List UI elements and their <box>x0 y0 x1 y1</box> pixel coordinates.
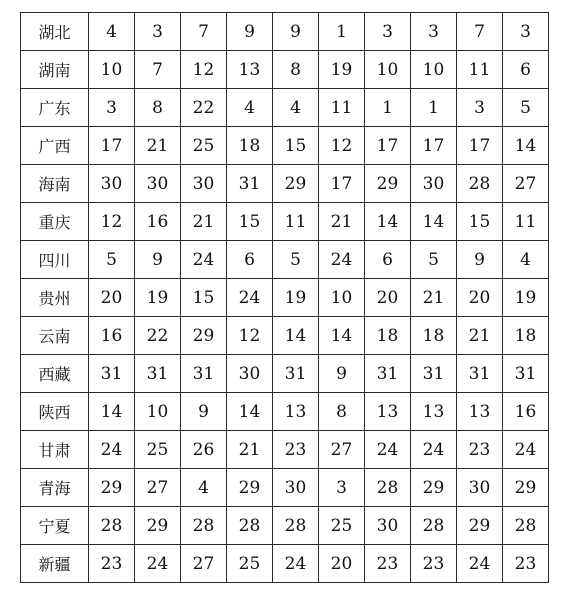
value-cell: 22 <box>181 89 227 127</box>
value-cell: 13 <box>411 393 457 431</box>
value-cell: 21 <box>411 279 457 317</box>
value-cell: 19 <box>503 279 549 317</box>
value-cell: 15 <box>227 203 273 241</box>
value-cell: 18 <box>227 127 273 165</box>
value-cell: 5 <box>411 241 457 279</box>
value-cell: 24 <box>273 545 319 583</box>
value-cell: 17 <box>89 127 135 165</box>
value-cell: 14 <box>365 203 411 241</box>
table-row <box>21 469 549 507</box>
value-cell: 25 <box>135 431 181 469</box>
value-cell: 4 <box>227 89 273 127</box>
value-cell: 16 <box>503 393 549 431</box>
value-cell: 4 <box>89 13 135 51</box>
value-cell: 31 <box>181 355 227 393</box>
province-cell: 湖北 <box>21 13 89 51</box>
value-cell: 9 <box>319 355 365 393</box>
value-cell: 23 <box>89 545 135 583</box>
value-cell: 7 <box>181 13 227 51</box>
value-cell: 8 <box>319 393 365 431</box>
province-cell: 新疆 <box>21 545 89 583</box>
value-cell: 14 <box>273 317 319 355</box>
value-cell: 31 <box>503 355 549 393</box>
value-cell: 24 <box>181 241 227 279</box>
value-cell: 23 <box>457 431 503 469</box>
value-cell: 22 <box>135 317 181 355</box>
value-cell: 21 <box>135 127 181 165</box>
value-cell: 30 <box>135 165 181 203</box>
value-cell: 13 <box>457 393 503 431</box>
value-cell: 13 <box>365 393 411 431</box>
value-cell: 29 <box>227 469 273 507</box>
value-cell: 9 <box>135 241 181 279</box>
value-cell: 1 <box>411 89 457 127</box>
value-cell: 28 <box>457 165 503 203</box>
value-cell: 30 <box>227 355 273 393</box>
value-cell: 5 <box>89 241 135 279</box>
value-cell: 21 <box>457 317 503 355</box>
value-cell: 1 <box>319 13 365 51</box>
value-cell: 12 <box>319 127 365 165</box>
table-row <box>21 241 549 279</box>
province-cell: 宁夏 <box>21 507 89 545</box>
value-cell: 25 <box>227 545 273 583</box>
value-cell: 8 <box>273 51 319 89</box>
value-cell: 13 <box>273 393 319 431</box>
value-cell: 30 <box>411 165 457 203</box>
value-cell: 28 <box>503 507 549 545</box>
value-cell: 11 <box>503 203 549 241</box>
value-cell: 14 <box>319 317 365 355</box>
value-cell: 10 <box>365 51 411 89</box>
value-cell: 23 <box>411 545 457 583</box>
value-cell: 15 <box>181 279 227 317</box>
province-cell: 湖南 <box>21 51 89 89</box>
value-cell: 14 <box>503 127 549 165</box>
table-row <box>21 165 549 203</box>
value-cell: 30 <box>273 469 319 507</box>
table-row <box>21 127 549 165</box>
value-cell: 9 <box>181 393 227 431</box>
table-row <box>21 89 549 127</box>
value-cell: 11 <box>457 51 503 89</box>
value-cell: 3 <box>89 89 135 127</box>
value-cell: 21 <box>319 203 365 241</box>
value-cell: 9 <box>273 13 319 51</box>
value-cell: 4 <box>181 469 227 507</box>
value-cell: 29 <box>273 165 319 203</box>
province-cell: 陕西 <box>21 393 89 431</box>
value-cell: 17 <box>457 127 503 165</box>
value-cell: 29 <box>365 165 411 203</box>
value-cell: 28 <box>411 507 457 545</box>
value-cell: 10 <box>89 51 135 89</box>
value-cell: 26 <box>181 431 227 469</box>
table-row <box>21 51 549 89</box>
value-cell: 30 <box>457 469 503 507</box>
value-cell: 30 <box>89 165 135 203</box>
table-row <box>21 393 549 431</box>
value-cell: 28 <box>227 507 273 545</box>
value-cell: 29 <box>135 507 181 545</box>
value-cell: 25 <box>319 507 365 545</box>
value-cell: 29 <box>411 469 457 507</box>
province-cell: 贵州 <box>21 279 89 317</box>
value-cell: 7 <box>457 13 503 51</box>
value-cell: 19 <box>319 51 365 89</box>
province-cell: 青海 <box>21 469 89 507</box>
value-cell: 10 <box>319 279 365 317</box>
value-cell: 27 <box>319 431 365 469</box>
value-cell: 6 <box>503 51 549 89</box>
value-cell: 3 <box>503 13 549 51</box>
value-cell: 9 <box>227 13 273 51</box>
value-cell: 12 <box>181 51 227 89</box>
value-cell: 24 <box>457 545 503 583</box>
value-cell: 24 <box>227 279 273 317</box>
value-cell: 5 <box>503 89 549 127</box>
value-cell: 28 <box>273 507 319 545</box>
value-cell: 17 <box>319 165 365 203</box>
value-cell: 25 <box>181 127 227 165</box>
value-cell: 30 <box>181 165 227 203</box>
value-cell: 17 <box>411 127 457 165</box>
data-table <box>20 12 549 583</box>
province-cell: 四川 <box>21 241 89 279</box>
value-cell: 31 <box>227 165 273 203</box>
value-cell: 3 <box>365 13 411 51</box>
table-row <box>21 13 549 51</box>
table-row <box>21 279 549 317</box>
value-cell: 31 <box>411 355 457 393</box>
value-cell: 18 <box>503 317 549 355</box>
value-cell: 24 <box>365 431 411 469</box>
value-cell: 11 <box>319 89 365 127</box>
table-row <box>21 203 549 241</box>
value-cell: 14 <box>411 203 457 241</box>
value-cell: 30 <box>365 507 411 545</box>
value-cell: 9 <box>457 241 503 279</box>
value-cell: 24 <box>503 431 549 469</box>
value-cell: 5 <box>273 241 319 279</box>
value-cell: 29 <box>89 469 135 507</box>
value-cell: 23 <box>273 431 319 469</box>
value-cell: 3 <box>319 469 365 507</box>
table-row <box>21 431 549 469</box>
value-cell: 20 <box>89 279 135 317</box>
value-cell: 19 <box>135 279 181 317</box>
value-cell: 27 <box>135 469 181 507</box>
value-cell: 12 <box>227 317 273 355</box>
value-cell: 20 <box>365 279 411 317</box>
value-cell: 18 <box>365 317 411 355</box>
value-cell: 21 <box>227 431 273 469</box>
value-cell: 21 <box>181 203 227 241</box>
value-cell: 15 <box>273 127 319 165</box>
table-row <box>21 317 549 355</box>
value-cell: 28 <box>89 507 135 545</box>
province-cell: 西藏 <box>21 355 89 393</box>
value-cell: 13 <box>227 51 273 89</box>
value-cell: 24 <box>319 241 365 279</box>
value-cell: 10 <box>135 393 181 431</box>
province-cell: 广东 <box>21 89 89 127</box>
value-cell: 27 <box>181 545 227 583</box>
value-cell: 1 <box>365 89 411 127</box>
value-cell: 10 <box>411 51 457 89</box>
table-container <box>20 12 549 583</box>
value-cell: 29 <box>457 507 503 545</box>
value-cell: 16 <box>89 317 135 355</box>
value-cell: 3 <box>135 13 181 51</box>
value-cell: 31 <box>135 355 181 393</box>
province-cell: 广西 <box>21 127 89 165</box>
value-cell: 20 <box>457 279 503 317</box>
value-cell: 3 <box>411 13 457 51</box>
value-cell: 3 <box>457 89 503 127</box>
value-cell: 16 <box>135 203 181 241</box>
value-cell: 29 <box>181 317 227 355</box>
value-cell: 24 <box>411 431 457 469</box>
table-row <box>21 355 549 393</box>
province-cell: 海南 <box>21 165 89 203</box>
value-cell: 18 <box>411 317 457 355</box>
value-cell: 29 <box>503 469 549 507</box>
value-cell: 20 <box>319 545 365 583</box>
value-cell: 19 <box>273 279 319 317</box>
value-cell: 15 <box>457 203 503 241</box>
value-cell: 28 <box>181 507 227 545</box>
table-row <box>21 507 549 545</box>
province-cell: 甘肃 <box>21 431 89 469</box>
value-cell: 23 <box>503 545 549 583</box>
value-cell: 31 <box>89 355 135 393</box>
table-body <box>21 13 549 583</box>
value-cell: 7 <box>135 51 181 89</box>
province-cell: 云南 <box>21 317 89 355</box>
value-cell: 12 <box>89 203 135 241</box>
value-cell: 31 <box>365 355 411 393</box>
value-cell: 6 <box>227 241 273 279</box>
value-cell: 23 <box>365 545 411 583</box>
table-row <box>21 545 549 583</box>
value-cell: 4 <box>273 89 319 127</box>
value-cell: 24 <box>89 431 135 469</box>
value-cell: 8 <box>135 89 181 127</box>
value-cell: 11 <box>273 203 319 241</box>
value-cell: 27 <box>503 165 549 203</box>
value-cell: 28 <box>365 469 411 507</box>
value-cell: 14 <box>227 393 273 431</box>
value-cell: 24 <box>135 545 181 583</box>
value-cell: 31 <box>457 355 503 393</box>
province-cell: 重庆 <box>21 203 89 241</box>
value-cell: 4 <box>503 241 549 279</box>
value-cell: 14 <box>89 393 135 431</box>
value-cell: 17 <box>365 127 411 165</box>
value-cell: 6 <box>365 241 411 279</box>
value-cell: 31 <box>273 355 319 393</box>
